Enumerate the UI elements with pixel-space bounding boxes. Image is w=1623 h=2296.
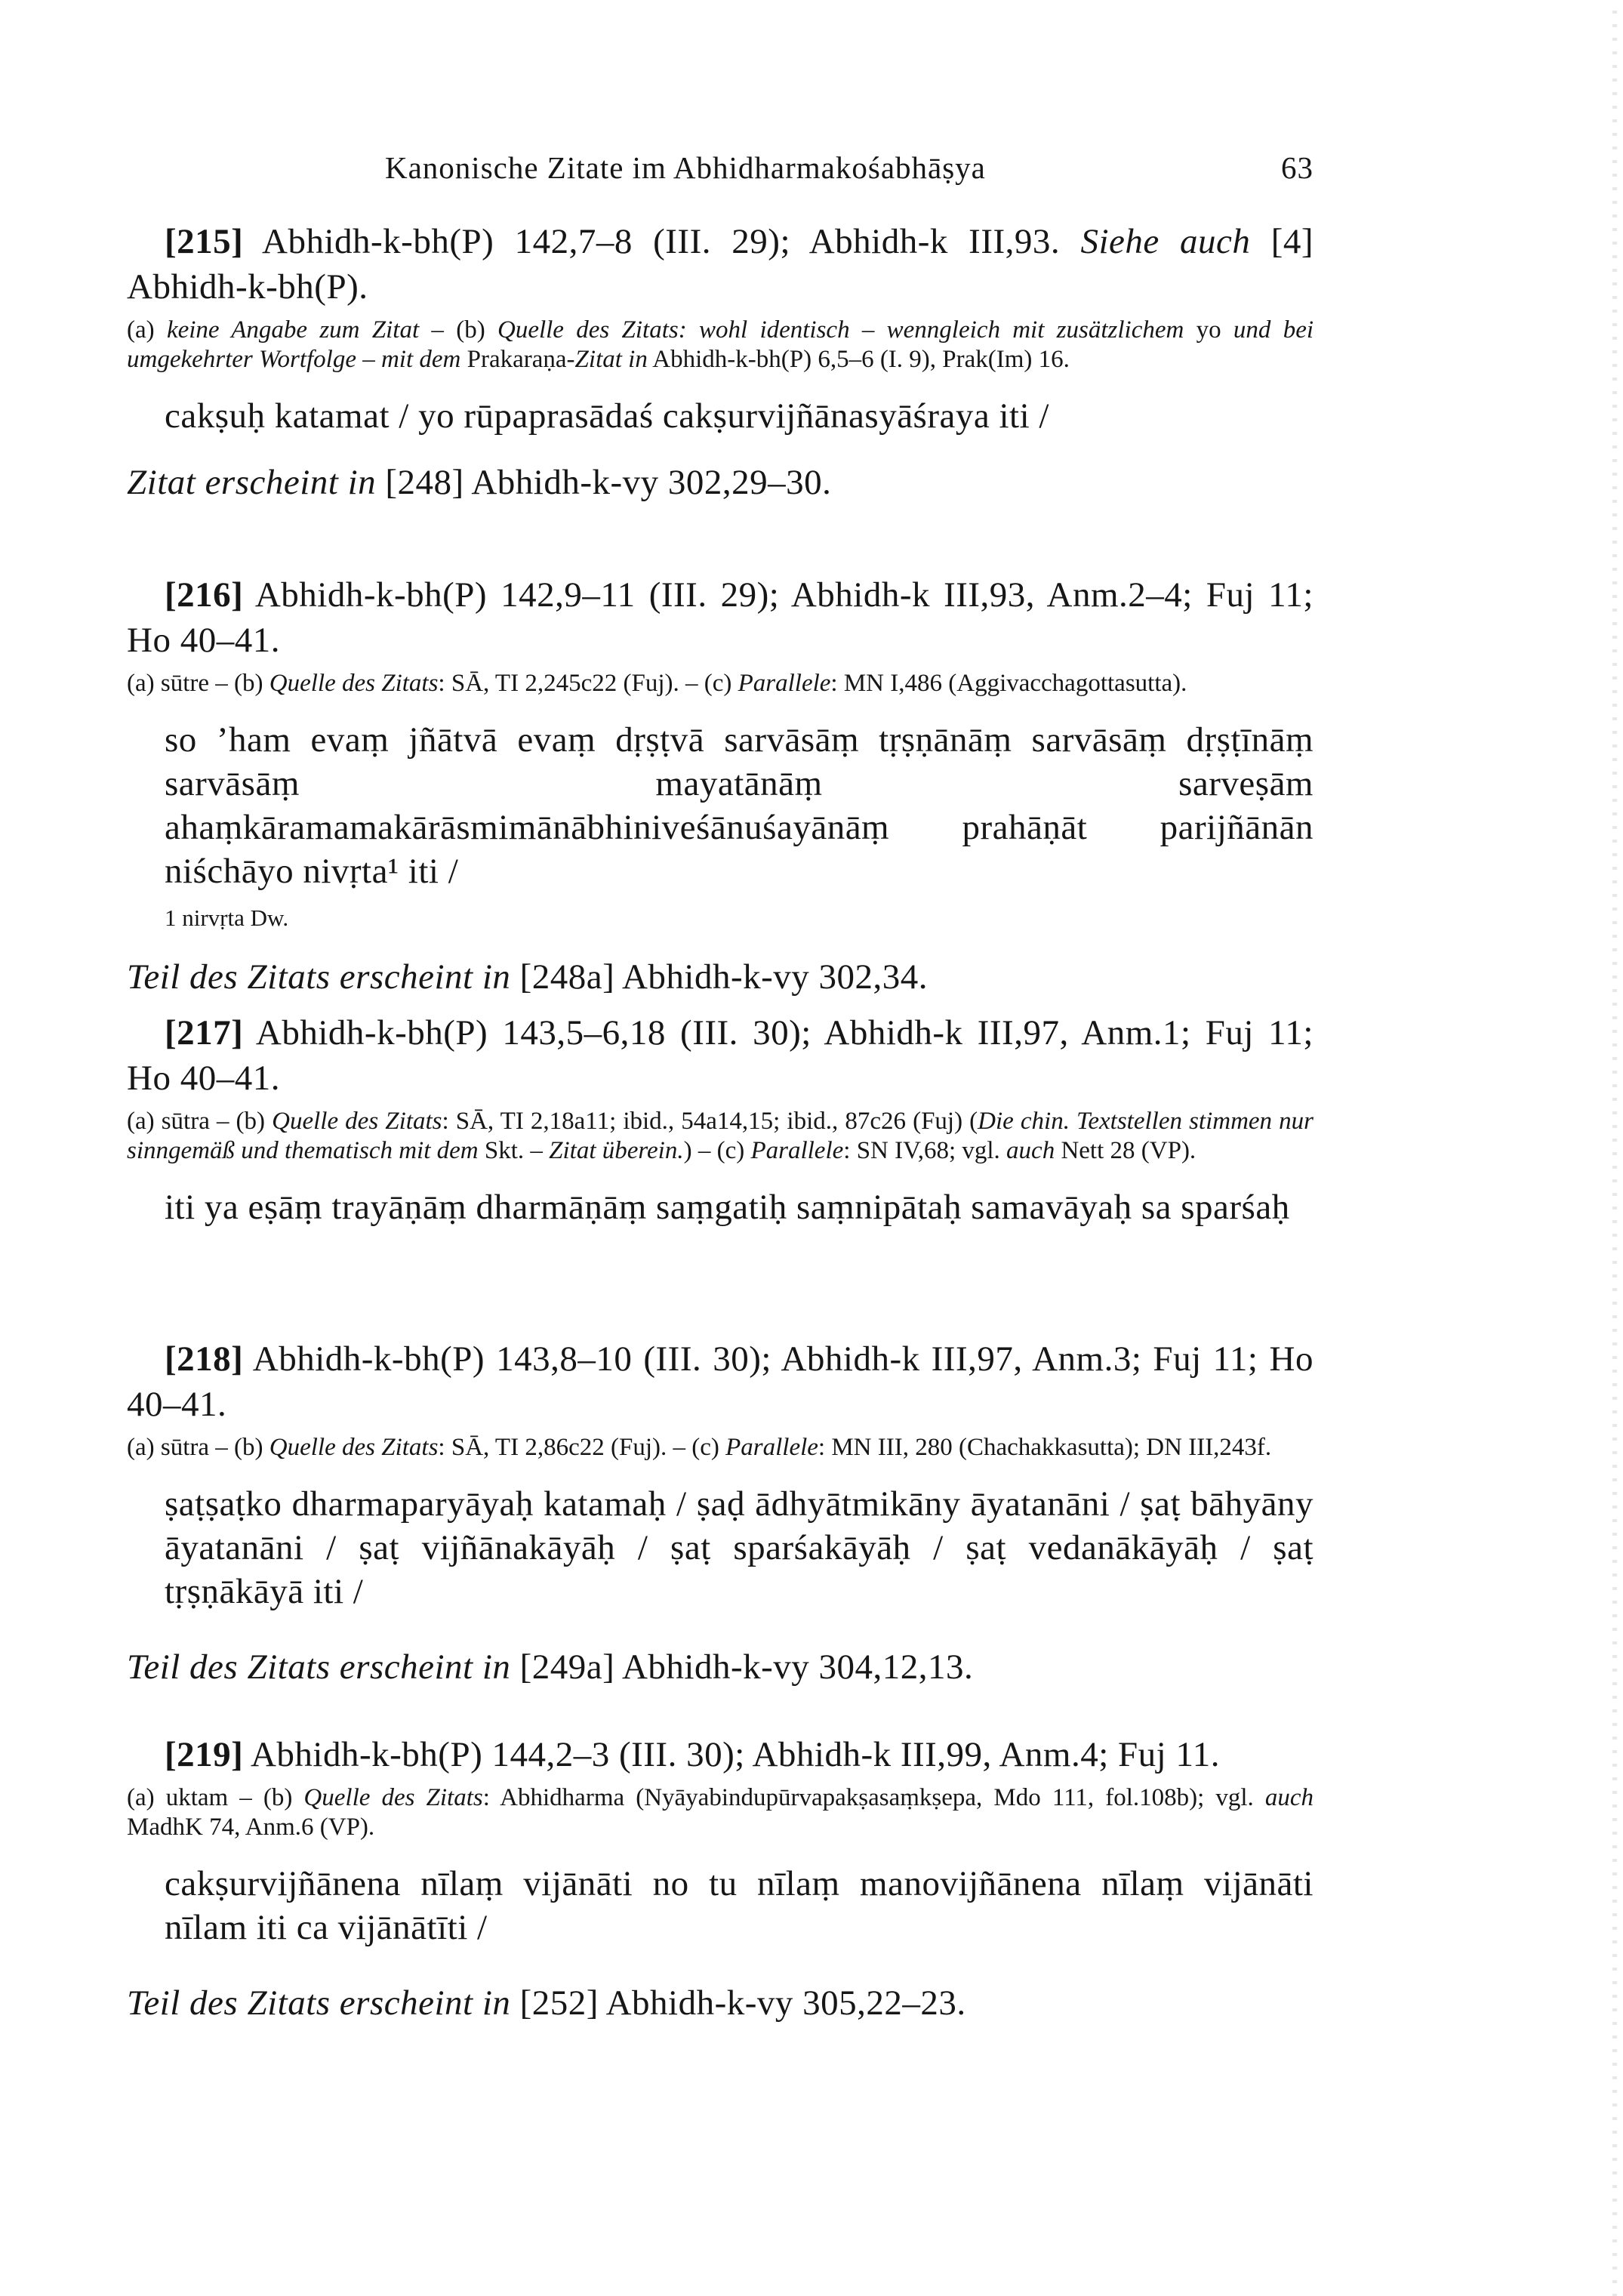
sanskrit-quote: ṣaṭṣaṭko dharmaparyāyaḥ katamaḥ / ṣaḍ ādhyātmikāny āyatanāni / ṣaṭ bāhyāny āyatanāni / ṣaṭ vijñānakāyāḥ / ṣaṭ sparśakāyāḥ / ṣaṭ vedanākāyāḥ / ṣaṭ tṛṣṇākāyā iti / <box>165 1484 1313 1611</box>
sanskrit-quote: cakṣuḥ katamat / yo rūpaprasādaś cakṣurvijñānasyāśraya iti / <box>165 396 1049 436</box>
notes-italic: und bei umgekehrter Wortfolge – mit dem <box>127 316 1314 373</box>
reference-text: Abhidh-k-bh(P) 144,2–3 (III. 30); Abhidh-k III,99, Anm.4; Fuj 11. <box>250 1735 1220 1774</box>
notes-italic: Quelle des Zitats <box>303 1784 483 1811</box>
page-edge-shadow <box>1612 0 1617 2296</box>
notes-italic: Quelle des Zitats <box>272 1108 442 1135</box>
notes-italic: Quelle des Zitats <box>269 1434 439 1461</box>
notes-italic: Zitat überein. <box>549 1137 684 1164</box>
citation-line <box>127 1981 1313 2025</box>
footnote: 1 nirvṛta Dw. <box>165 905 289 931</box>
entry-215 <box>127 219 1313 504</box>
notes-text: : SĀ, TI 2,245c22 (Fuj). – (c) <box>438 670 738 697</box>
sanskrit-quote: iti ya eṣāṃ trayāṇāṃ dharmāṇāṃ saṃgatiḥ saṃnipātaḥ samavāyaḥ sa sparśaḥ <box>165 1188 1290 1227</box>
citation-line <box>127 461 1313 504</box>
entry-218 <box>127 1336 1313 1689</box>
notes-text: : MN I,486 (Aggivacchagottasutta). <box>830 670 1187 697</box>
notes-italic: Parallele <box>725 1434 818 1461</box>
notes-text: Abhidh-k-bh(P) 6,5–6 (I. 9), Prak(Im) 16. <box>647 346 1070 373</box>
entry-number: [217] <box>165 1013 244 1052</box>
reference-text: Abhidh-k-bh(P) 142,7–8 (III. 29); Abhidh-k III,93. <box>262 222 1061 261</box>
notes-text: Nett 28 (VP). <box>1055 1137 1196 1164</box>
entry-number: [216] <box>165 575 244 615</box>
notes-text: : SĀ, TI 2,18a11; ibid., 54a14,15; ibid., 87c26 (Fuj) ( <box>442 1108 978 1135</box>
running-title: Kanonische Zitate im Abhidharmakośabhāṣya <box>385 150 986 185</box>
entry-reference <box>127 572 1313 663</box>
citation-italic: Teil des Zitats erscheint in <box>127 1647 511 1687</box>
citation-italic: Teil des Zitats erscheint in <box>127 957 511 997</box>
notes-text: (a) <box>127 316 155 344</box>
notes-text: Skt. – <box>478 1137 550 1164</box>
entry-reference <box>127 1336 1313 1427</box>
reference-text: Abhidh-k-bh(P) 143,5–6,18 (III. 30); Abhidh-k III,97, Anm.1; Fuj 11; Ho 40–41. <box>127 1013 1313 1098</box>
notes-text: MadhK 74, Anm.6 (VP). <box>127 1814 375 1841</box>
notes-italic: Quelle des Zitats: wohl identisch – wenngleich mit zusätzlichem <box>497 316 1184 344</box>
citation-text: [248] Abhidh-k-vy 302,29–30. <box>385 463 832 502</box>
entry-217 <box>127 1010 1313 1229</box>
notes-text: (a) sūtre – (b) <box>127 670 269 697</box>
notes-italic: auch <box>1006 1137 1055 1164</box>
reference-text: Abhidh-k-bh(P) 142,9–11 (III. 29); Abhidh-k III,93, Anm.2–4; Fuj 11; Ho 40–41. <box>127 575 1313 660</box>
entry-notes <box>127 316 1313 374</box>
notes-italic: auch <box>1264 1784 1314 1811</box>
notes-text: : SĀ, TI 2,86c22 (Fuj). – (c) <box>438 1434 726 1461</box>
reference-tail: [4] Abhidh-k-bh(P). <box>127 222 1314 307</box>
entry-number: [219] <box>165 1735 244 1774</box>
entry-notes <box>127 669 1313 698</box>
entry-notes <box>127 1107 1313 1166</box>
citation-line <box>127 1645 1313 1689</box>
entry-reference <box>127 1010 1313 1101</box>
entry-number: [218] <box>165 1339 244 1379</box>
citation-line <box>127 955 1313 999</box>
notes-text: (a) sūtra – (b) <box>127 1108 273 1135</box>
entry-notes <box>127 1433 1313 1462</box>
notes-italic: Parallele <box>750 1137 844 1164</box>
notes-italic: Die chin. Textstellen stimmen nur sinngemäß und thematisch mit dem <box>127 1108 1313 1164</box>
entry-216 <box>127 572 1313 999</box>
citation-text: [249a] Abhidh-k-vy 304,12,13. <box>519 1647 974 1687</box>
entry-reference <box>127 1732 1313 1777</box>
notes-text: yo <box>1184 316 1233 344</box>
citation-italic: Zitat erscheint in <box>127 463 377 502</box>
sanskrit-quote: cakṣurvijñānena nīlaṃ vijānāti no tu nīlaṃ manovijñānena nīlaṃ vijānāti nīlam iti ca vijānātīti / <box>165 1864 1313 1947</box>
notes-italic: Parallele <box>738 670 831 697</box>
notes-text: (a) uktam – (b) <box>127 1784 304 1811</box>
notes-text: – (b) <box>419 316 497 344</box>
entry-reference <box>127 219 1313 310</box>
sanskrit-quote: so ’ham evaṃ jñātvā evaṃ dṛṣṭvā sarvāsāṃ tṛṣṇānāṃ sarvāsāṃ dṛṣṭīnāṃ sarvāsāṃ mayatānāṃ sarveṣām ahaṃkāramamakārāsmimānābhiniveśānuśayānāṃ prahāṇāt parijñānān niśchāyo nivṛta¹ iti / <box>165 720 1313 891</box>
entry-notes <box>127 1783 1313 1842</box>
notes-italic: Zitat in <box>574 346 648 373</box>
reference-text: Abhidh-k-bh(P) 143,8–10 (III. 30); Abhidh-k III,97, Anm.3; Fuj 11; Ho 40–41. <box>127 1339 1313 1424</box>
notes-text: : SN IV,68; vgl. <box>843 1137 1007 1164</box>
notes-text: Prakaraṇa- <box>460 346 575 373</box>
citation-text: [248a] Abhidh-k-vy 302,34. <box>519 957 929 997</box>
notes-text: : Abhidharma (Nyāyabindupūrvapakṣasaṃkṣepa, Mdo 111, fol.108b); vgl. <box>482 1784 1265 1811</box>
reference-italic: Siehe auch <box>1080 222 1251 261</box>
entry-number: [215] <box>165 222 244 261</box>
notes-text: ) – (c) <box>683 1137 751 1164</box>
citation-italic: Teil des Zitats erscheint in <box>127 1983 511 2023</box>
notes-italic: keine Angabe zum Zitat <box>166 316 420 344</box>
citation-text: [252] Abhidh-k-vy 305,22–23. <box>519 1983 966 2023</box>
notes-text: : MN III, 280 (Chachakkasutta); DN III,243f. <box>818 1434 1272 1461</box>
notes-text: (a) sūtra – (b) <box>127 1434 269 1461</box>
page-number: 63 <box>1281 150 1313 185</box>
entry-219 <box>127 1732 1313 2025</box>
notes-italic: Quelle des Zitats <box>269 670 439 697</box>
